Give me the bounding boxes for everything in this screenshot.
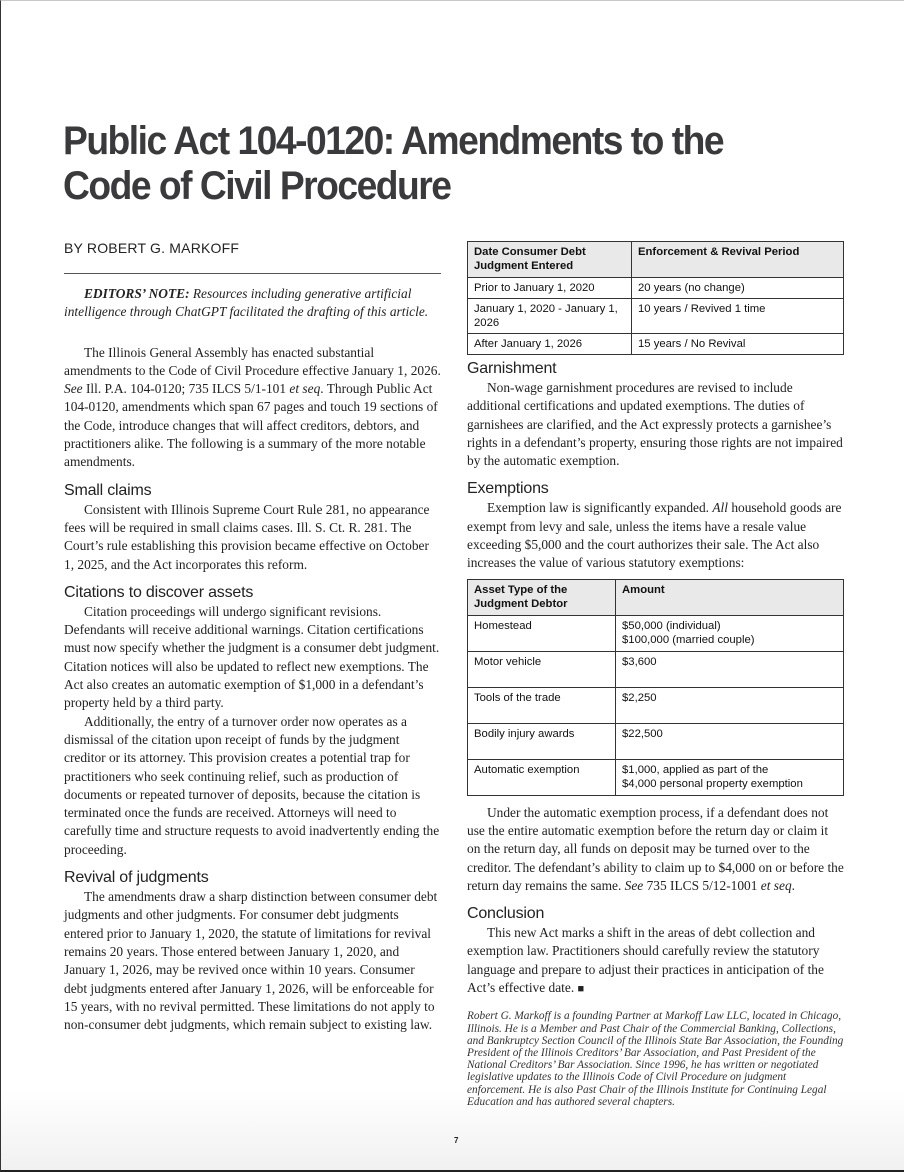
table-row	[468, 615, 844, 651]
table-cell: After January 1, 2026	[468, 334, 632, 355]
heading-conclusion: Conclusion	[467, 905, 545, 923]
page-number: 7	[454, 1136, 459, 1145]
automatic-exemption-paragraph	[467, 804, 844, 895]
heading-citations: Citations to discover assets	[64, 583, 254, 601]
table-row	[468, 334, 844, 355]
editors-note-label: EDITORS’ NOTE:	[84, 286, 190, 301]
table-row	[468, 687, 844, 723]
after-see: See	[624, 877, 644, 893]
table-row	[468, 759, 844, 795]
table-cell: $22,500	[616, 723, 844, 759]
intro-text-3: . Through Public Act 104-0120, amendments which span 67 pages and touch 19 sections of the Code, introduce changes that will affect creditors, debtors, and practitioners alike. The following is a summary of the more notable amendments.	[64, 381, 438, 470]
end-mark-icon: ■	[577, 983, 585, 996]
table-cell: Tools of the trade	[468, 687, 616, 723]
editors-note-text: Resources including generative artificial intelligence through ChatGPT facilitated the drafting of this article.	[64, 286, 429, 320]
table-header-row	[468, 579, 844, 615]
exemptions-all: All	[712, 500, 728, 516]
after-etseq: et seq	[760, 877, 792, 893]
byline-divider	[64, 273, 441, 274]
after-text-3: .	[791, 877, 796, 893]
intro-see: See	[64, 381, 83, 397]
amount-line: $50,000 (individual)	[622, 619, 721, 632]
exemptions-text-1: Exemption law is significantly expanded.	[487, 500, 713, 516]
revival-period-table	[467, 241, 844, 355]
after-text-2: 735 ILCS 5/12-1001	[643, 877, 761, 893]
article-title: Public Act 104-0120: Amendments to the Code of Civil Procedure	[63, 119, 724, 208]
heading-garnishment: Garnishment	[467, 360, 557, 377]
table-cell: January 1, 2020 - January 1, 2026	[468, 299, 632, 334]
table-cell	[616, 615, 844, 651]
table-cell: $3,600	[616, 651, 844, 687]
table-header-cell: Asset Type of the Judgment Debtor	[468, 579, 616, 615]
table-cell: Motor vehicle	[468, 651, 616, 687]
table-header-cell: Date Consumer Debt Judgment Entered	[468, 242, 632, 278]
heading-exemptions: Exemptions	[467, 480, 549, 498]
table-cell: Bodily injury awards	[468, 723, 616, 759]
garnishment-paragraph: Non-wage garnishment procedures are revised to include additional certifications and updated exemptions. The duties of garnishees are clarified, and the Act expressly protects a garnishee’s rights in a defendant’s property, ensuring those rights are not impaired by the automatic exemption.	[467, 380, 843, 469]
editors-note	[64, 285, 441, 322]
exemption-amounts-table	[467, 579, 844, 796]
author-bio: Robert G. Markoff is a founding Partner at Markoff Law LLC, located in Chicago, Illinois. He is a Member and Past Chair of the Commercial Banking, Collections, and Bankruptcy Section Council of the Illinois State Bar Association, the Founding President of the Illinois Creditors’ Bar Association, and Past President of the National Creditors’ Bar Association. Since 1996, he has written or negotiated legislative updates to the Illinois Code of Civil Procedure on judgment enforcement. He is also Past Chair of the Illinois Institute for Continuing Legal Education and has authored several chapters.	[467, 1010, 844, 1108]
heading-small-claims: Small claims	[64, 481, 152, 499]
table-header-row	[468, 242, 844, 278]
table-cell: Automatic exemption	[468, 759, 616, 795]
amount-line: $4,000 personal property exemption	[622, 777, 803, 790]
table-cell: 15 years / No Revival	[632, 334, 844, 355]
table-header-cell: Enforcement & Revival Period	[632, 242, 844, 278]
small-claims-paragraph: Consistent with Illinois Supreme Court Rule 281, no appearance fees will be required in small claims cases. Ill. S. Ct. R. 281. The Court’s rule establishing this provision became effective on October 1, 2025, and the Act incorporates this reform.	[64, 501, 430, 572]
table-cell: 10 years / Revived 1 time	[632, 299, 844, 334]
intro-text-1: The Illinois General Assembly has enacted substantial amendments to the Code of Civil Procedure effective January 1, 2026.	[64, 344, 441, 378]
right-column	[467, 241, 844, 1108]
conclusion-text: This new Act marks a shift in the areas of debt collection and exemption law. Practitioners should carefully review the statutory language and prepare to adjust their practices in anticipation of the Act’s effective date.	[467, 925, 824, 996]
intro-etseq: et seq	[289, 381, 321, 397]
table-cell: Homestead	[468, 615, 616, 651]
exemptions-text-2: household goods are exempt from levy and sale, unless the items have a resale value exceeding $5,000 and the court authorizes their sale. The Act also increases the value of various statutory exemptions:	[467, 500, 842, 571]
left-column	[64, 285, 441, 1034]
citations-paragraph-2: Additionally, the entry of a turnover order now operates as a dismissal of the citation upon receipt of funds by the judgment creditor or its attorney. This provision creates a potential trap for practitioners who seek continuing relief, such as production of documents or repeated turnover of deposits, because the citation is terminated once the funds are received. Attorneys will need to carefully time and structure requests to avoid inadvertently ending the proceeding.	[64, 713, 440, 857]
conclusion-paragraph	[467, 924, 844, 998]
amount-line: $100,000 (married couple)	[622, 633, 755, 646]
intro-paragraph	[64, 344, 441, 472]
table-header-cell: Amount	[616, 579, 844, 615]
table-cell: 20 years (no change)	[632, 278, 844, 299]
table-row	[468, 278, 844, 299]
byline: BY ROBERT G. MARKOFF	[64, 240, 240, 256]
intro-text-2: Ill. P.A. 104-0120; 735 ILCS 5/1-101	[82, 381, 290, 397]
exemptions-intro-paragraph	[467, 499, 844, 572]
amount-line: $1,000, applied as part of the	[622, 763, 769, 776]
citations-paragraph-1: Citation proceedings will undergo significant revisions. Defendants will receive additional warnings. Citation certifications must now specify whether the judgment is a consumer debt judgment. Citation notices will also be updated to reflect new exemptions. The Act also creates an automatic exemption of $1,000 in a defendant’s property held by a third party.	[64, 603, 440, 711]
table-cell: $2,250	[616, 687, 844, 723]
table-cell	[616, 759, 844, 795]
after-text-1: Under the automatic exemption process, if a defendant does not use the entire automatic exemption before the return day or claim it on the return day, all funds on deposit may be turned over to the creditor. The defendant’s ability to claim up to $4,000 on or before the return day remains the same.	[467, 804, 844, 893]
table-row	[468, 723, 844, 759]
table-row	[468, 299, 844, 334]
table-row	[468, 651, 844, 687]
table-cell: Prior to January 1, 2020	[468, 278, 632, 299]
revival-paragraph: The amendments draw a sharp distinction between consumer debt judgments and other judgments. For consumer debt judgments entered prior to January 1, 2020, the statute of limitations for revival remains 20 years. Those entered between January 1, 2020, and January 1, 2026, may be revived once within 10 years. Consumer debt judgments entered after January 1, 2026, will be enforceable for 15 years, with no revival permitted. These limitations do not apply to non-consumer debt judgments, which remain subject to existing law.	[64, 889, 438, 1033]
heading-revival: Revival of judgments	[64, 869, 209, 887]
